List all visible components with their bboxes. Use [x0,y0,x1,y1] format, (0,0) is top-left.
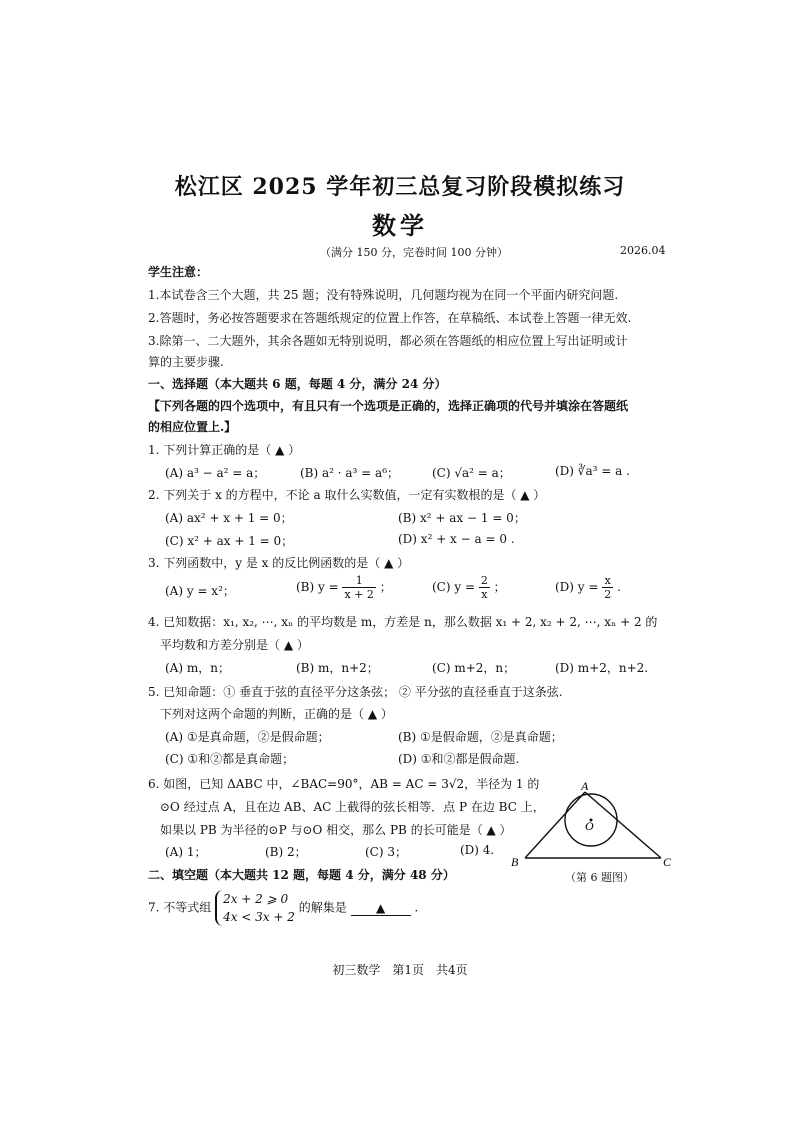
notice-heading: 学生注意： [148,265,209,279]
q3-option-d-fraction [602,574,613,601]
q5-option-c: (C) ①和②都是真命题； [165,752,295,766]
edge-ac [585,792,661,858]
q6-stem-line1: 6. 如图，已知 ΔABC 中，∠BAC=90°，AB = AC = 3√2，半径为 1 的 [148,777,540,791]
q6-option-a: (A) 1； [165,845,207,859]
q4-stem-line1: 4. 已知数据：x₁, x₂, ⋯, xₙ 的平均数是 m，方差是 n，那么数据 x₁ + 2, x₂ + 2, ⋯, xₙ + 2 的 [148,615,658,629]
exam-title: 松江区 2025 学年初三总复习阶段模拟练习 [174,174,626,200]
q5-option-d: (D) ①和②都是假命题. [398,752,520,766]
q3-option-d-pre: (D) y = [555,580,599,594]
q4-option-d: (D) m+2，n+2. [555,661,649,675]
q3-option-b [296,574,392,601]
q7-inequality-1: 2x + 2 ⩾ 0 [223,892,289,906]
edge-ab [525,792,585,858]
q5-stem-line1: 5. 已知命题：① 垂直于弦的直径平分这条弦； ② 平分弦的直径垂直于这条弦. [148,685,563,699]
notice-item: 3.除第一、二大题外，其余各题如无特别说明，都必须在答题纸的相应位置上写出证明或计 [148,334,628,348]
q4-option-b: (B) m，n+2； [296,661,379,675]
section1-instruction: 【下列各题的四个选项中，有且只有一个选项是正确的，选择正确项的代号并填涂在答题纸 [148,399,629,413]
q2-option-c: (C) x² + ax + 1 = 0； [165,534,294,548]
section2-heading: 二、填空题（本大题共 12 题，每题 4 分，满分 48 分） [148,868,455,882]
q3-option-d-post: . [617,580,621,594]
q4-option-a: (A) m，n； [165,661,230,675]
q1-option-a: (A) a³ − a² = a； [165,466,266,480]
q2-option-a: (A) ax² + x + 1 = 0； [165,511,293,525]
notice-item: 2.答题时，务必按答题要求在答题纸规定的位置上作答，在草稿纸、本试卷上答题一律无效. [148,311,632,325]
label-o: O [585,819,594,833]
fraction-denominator: x + 2 [344,588,374,601]
q3-option-c [432,574,506,601]
page-footer: 初三数学 第1页 共4页 [332,963,468,977]
q7-end: . [414,900,419,915]
q1-option-d: (D) ∛a³ = a . [555,464,630,478]
label-b: B [511,855,519,869]
fraction-numerator: 2 [480,574,488,587]
notice-item: 算的主要步骤. [148,355,224,369]
q6-option-b: (B) 2； [265,845,307,859]
label-a: A [581,779,589,793]
section1-instruction: 的相应位置上.】 [148,420,237,434]
fraction-denominator: x [481,588,488,601]
q7-pre: 7. 不等式组 [148,900,212,915]
q2-stem: 2. 下列关于 x 的方程中，不论 a 取什么实数值，一定有实数根的是（ ▲ ） [148,488,546,502]
q6-option-d: (D) 4. [460,843,495,857]
label-c: C [663,855,672,869]
q3-option-a: (A) y = x²； [165,584,235,598]
q3-option-d [555,574,621,601]
q7-post: 的解集是 [298,900,347,915]
exam-meta: （满分 150 分，完卷时间 100 分钟） [320,246,508,259]
q3-option-c-pre: (C) y = [432,580,476,594]
q5-option-b: (B) ①是假命题，②是真命题； [398,730,563,744]
section1-heading: 一、选择题（本大题共 6 题，每题 4 分，满分 24 分） [148,377,447,391]
q5-stem-line2: 下列对这两个命题的判断，正确的是（ ▲ ） [160,707,393,721]
q6-stem-line3: 如果以 PB 为半径的⊙P 与⊙O 相交，那么 PB 的长可能是（ ▲ ） [160,823,512,837]
q4-stem-line2: 平均数和方差分别是（ ▲ ） [160,638,309,652]
q3-stem: 3. 下列函数中，y 是 x 的反比例函数的是（ ▲ ） [148,556,410,570]
q7-question [148,890,418,926]
q1-option-c: (C) √a² = a； [432,466,511,480]
q3-option-b-post: ； [379,580,392,594]
q2-option-d: (D) x² + x − a = 0 . [398,532,515,546]
q4-option-c: (C) m+2，n； [432,661,516,675]
q5-option-a: (A) ①是真命题，②是假命题； [165,730,330,744]
notice-item: 1.本试卷含三个大题，共 25 题；没有特殊说明，几何题均视为在同一个平面内研究问题. [148,288,619,302]
q3-option-c-post: ； [493,580,506,594]
q7-inequality-system [215,890,295,926]
q3-option-b-fraction [342,574,375,601]
exam-subject: 数学 [372,211,428,240]
q3-option-c-fraction [479,574,490,601]
q6-figure-caption: （第 6 题图） [565,871,634,884]
fraction-denominator: 2 [604,588,612,601]
fraction-numerator: x [602,574,613,588]
q1-option-b: (B) a² · a³ = a⁶； [300,466,400,480]
q2-option-b: (B) x² + ax − 1 = 0； [398,511,526,525]
q6-option-c: (C) 3； [365,845,407,859]
q3-option-b-pre: (B) y = [296,580,339,594]
fraction-numerator: 1 [342,574,375,588]
q7-answer-blank: ▲ [351,901,411,916]
q6-stem-line2: ⊙O 经过点 A，且在边 AB、AC 上截得的弦长相等．点 P 在边 BC 上， [160,800,545,814]
q1-stem: 1. 下列计算正确的是（ ▲ ） [148,443,301,457]
q7-inequality-2: 4x < 3x + 2 [223,910,295,924]
exam-date: 2026.04 [620,244,666,257]
